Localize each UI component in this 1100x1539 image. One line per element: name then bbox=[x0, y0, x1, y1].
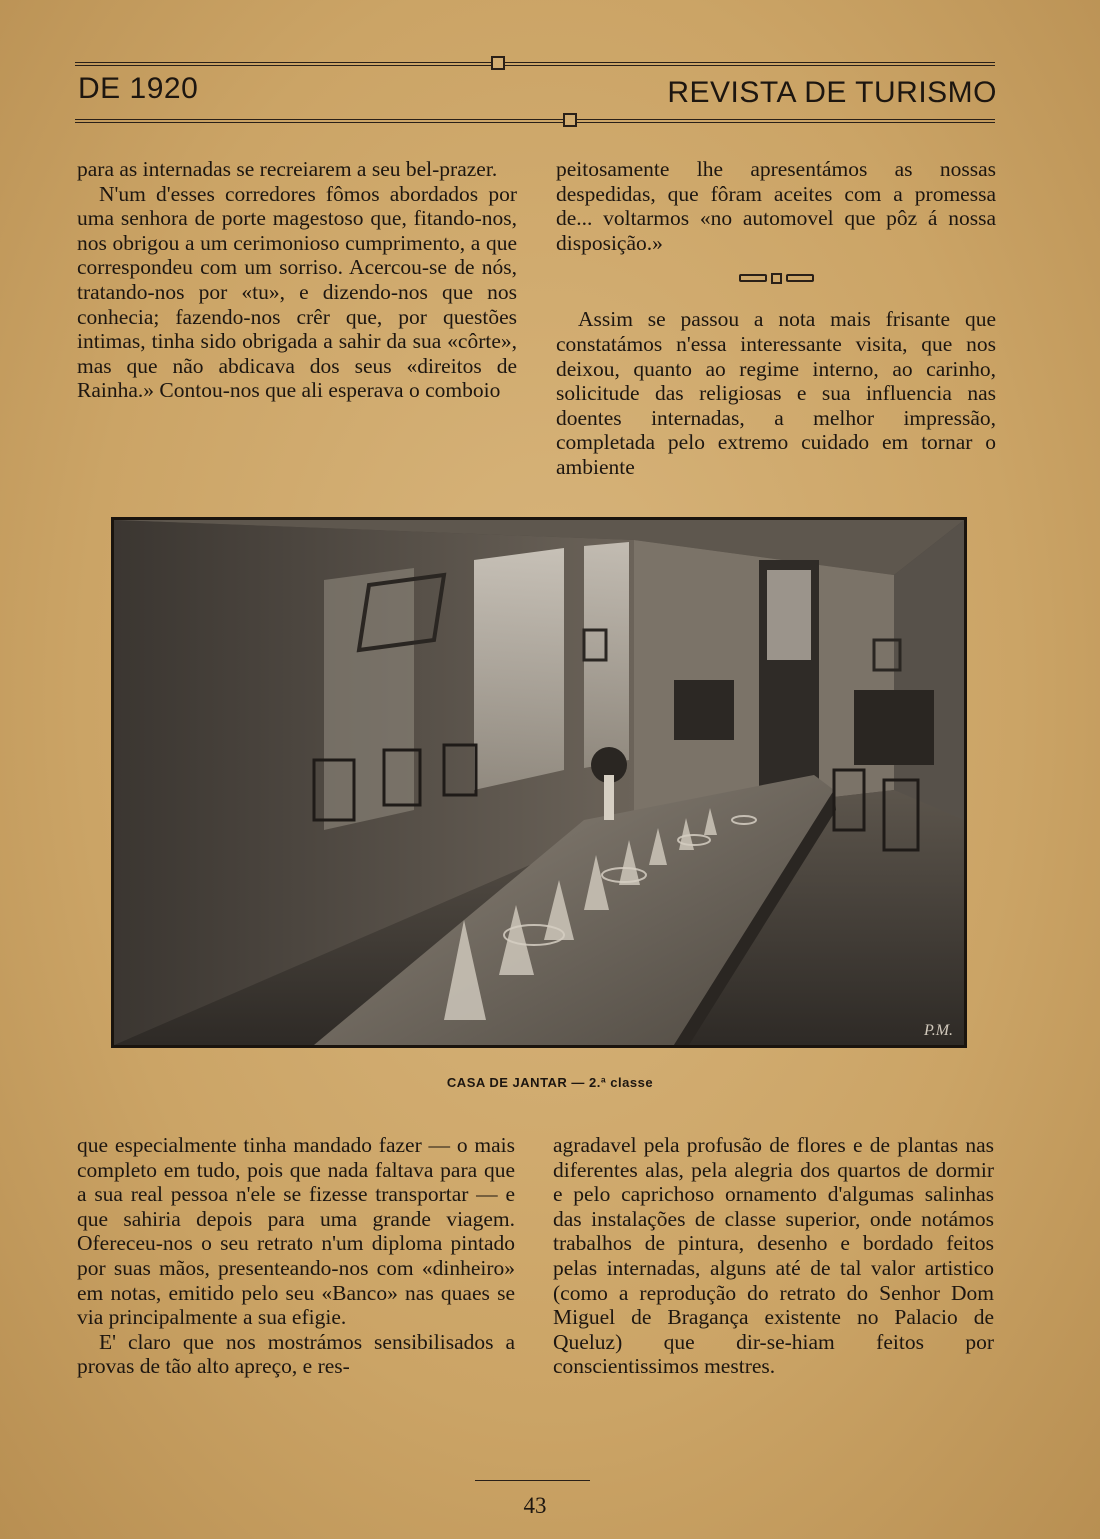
header-date: DE 1920 bbox=[78, 72, 199, 105]
bottom-left-column bbox=[77, 1133, 515, 1379]
rule-ornament-icon bbox=[491, 56, 505, 70]
dining-room-photo-icon bbox=[114, 520, 964, 1045]
paragraph: para as internadas se recreiarem a seu bel-prazer. bbox=[77, 157, 498, 181]
paragraph: peitosamente lhe apresentámos as nossas despedidas, que fôram aceites com a promessa de... voltarmos «no automovel que pôz á nossa disposição.» bbox=[556, 157, 996, 255]
paragraph: E' claro que nos mostrámos sensibilisados a provas de tão alto apreço, e res- bbox=[77, 1329, 515, 1379]
bottom-right-column bbox=[553, 1133, 994, 1379]
footer-rule bbox=[475, 1480, 590, 1481]
header-title: REVISTA DE TURISMO bbox=[667, 76, 997, 109]
paragraph: Assim se passou a nota mais frisante que constatámos n'essa interessante visita, que nos deixou, quanto ao regime interno, ao carinho, solicitude das religiosas e sua influencia nas doentes internadas, a melhor impressão, completada pelo extremo cuidado em tornar o ambiente bbox=[556, 307, 996, 479]
rule-ornament-icon bbox=[563, 113, 577, 127]
paragraph: agradavel pela profusão de flores e de plantas nas diferentes alas, pela alegria dos quartos de dormir e pelo caprichoso ornamento d'algumas salinhas das instalações de classe superior, onde notámos trabalhos de pintura, desenho e bordado feitos pelas internadas, alguns até de tal valor artistico (como a reprodução do retrato do Senhor Dom Miguel de Bragança existente no Palacio de Queluz) que dir-se-hiam feitos por conscientissimos mestres. bbox=[553, 1133, 994, 1379]
top-left-column bbox=[77, 157, 517, 403]
running-header bbox=[75, 72, 997, 112]
paragraph: que especialmente tinha mandado fazer — o mais completo em tudo, pois que nada faltava para que a sua real pessoa n'ele se fizesse transportar — e que sahiria depois para uma grande viagem. Ofereceu-nos o seu retrato n'um diploma pintado por suas mãos, presenteando-nos com «dinheiro» em notas, emitido pelo seu «Banco» nas quaes se via principalmente a sua efigie. bbox=[77, 1133, 515, 1330]
dining-room-photo bbox=[111, 517, 967, 1048]
page-number: 43 bbox=[523, 1493, 547, 1518]
section-divider-icon bbox=[556, 267, 996, 289]
photo-caption: CASA DE JANTAR — 2.ª classe bbox=[446, 1075, 654, 1090]
paragraph: N'um d'esses corredores fômos abordados por uma senhora de porte magestoso que, fitando-nos, nos obrigou a um cerimonioso cumprimento, a que correspondeu com um sorriso. Acercou-se de nós, tratando-nos por «tu», e dizendo-nos que nos conhecia; fazendo-nos crêr que, por questões intimas, tinha sido obrigada a sahir da sua «côrte», mas que não abdicava dos seus «direitos de Rainha.» Contou-nos que ali esperava o comboio bbox=[77, 181, 517, 403]
top-right-column bbox=[556, 157, 996, 480]
photo-signature: P.M. bbox=[924, 1022, 954, 1039]
